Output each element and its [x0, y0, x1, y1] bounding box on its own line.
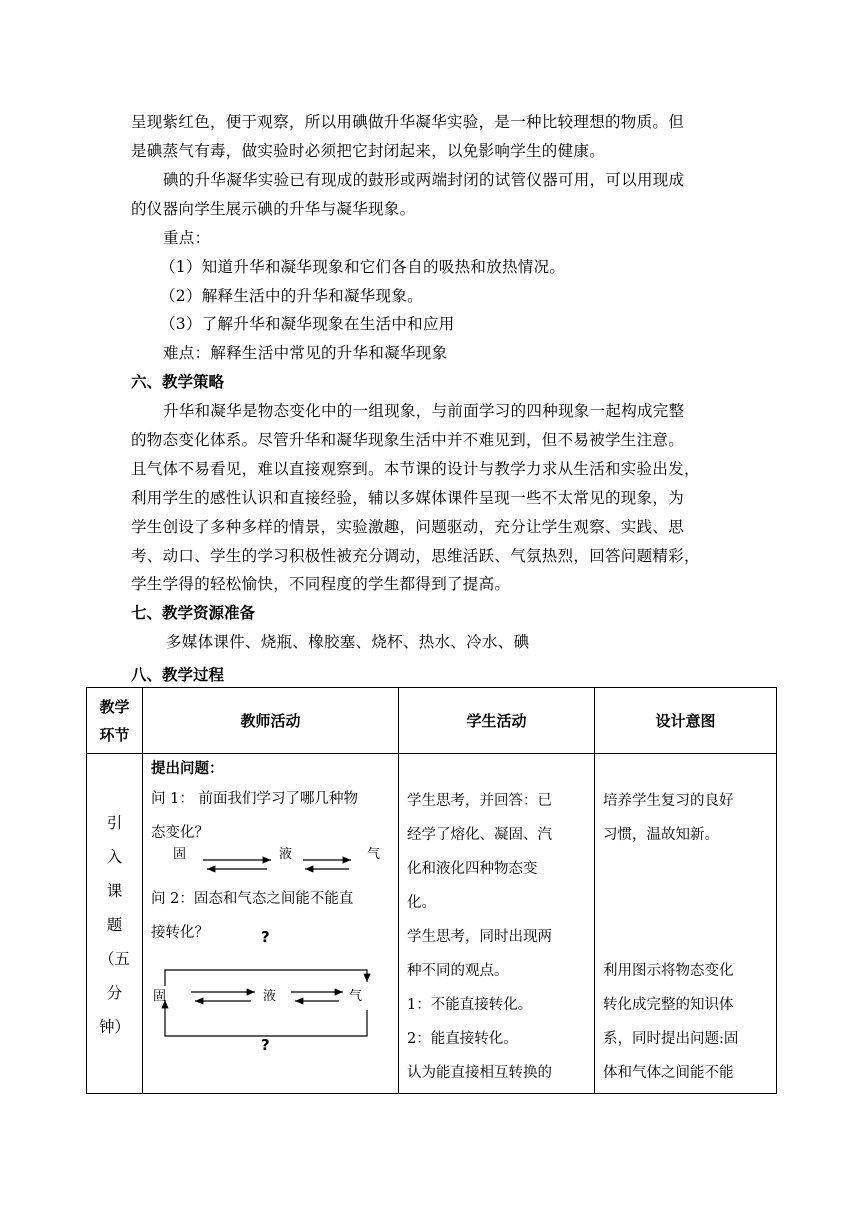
key-point: （2）解释生活中的升华和凝华现象。 — [160, 287, 423, 305]
difficulty-line: 难点：解释生活中常见的升华和凝华现象 — [163, 344, 448, 362]
key-point: （3）了解升华和凝华现象在生活中和应用 — [160, 315, 455, 333]
header-intent: 设计意图 — [595, 688, 777, 754]
state-liquid-label: 液 — [279, 847, 293, 862]
question-line: 态变化？ — [151, 825, 209, 841]
student-line: 化。 — [407, 895, 436, 911]
state-solid-label: 固 — [153, 989, 167, 1004]
stage-char: 入 — [106, 848, 123, 866]
paragraph-line: 呈现紫红色，便于观察，所以用碘做升华凝华实验，是一种比较理想的物质。但 — [131, 113, 685, 131]
teaching-process-table — [86, 687, 777, 1094]
strategy-line: 考、动口、学生的学习积极性被充分调动，思维活跃、气氛热烈，回答问题精彩， — [131, 547, 700, 565]
paragraph-line: 是碘蒸气有毒，做实验时必须把它封闭起来，以免影响学生的健康。 — [131, 142, 606, 160]
state-arrows-svg — [151, 844, 391, 884]
key-point: （1）知道升华和凝华现象和它们各自的吸热和放热情况。 — [160, 258, 566, 276]
header-stage-line: 环节 — [99, 725, 130, 744]
state-solid-label: 固 — [173, 847, 187, 862]
stage-cell — [87, 754, 143, 1094]
student-activity-cell — [399, 754, 595, 1094]
intent-line: 体和气体之间能不能 — [603, 1065, 734, 1081]
teacher-subtitle: 提出问题： — [151, 761, 224, 777]
student-line: 经学了熔化、凝固、汽 — [407, 827, 552, 843]
state-liquid-label: 液 — [263, 989, 277, 1004]
key-points-label: 重点： — [163, 229, 211, 247]
stage-char: 题 — [106, 916, 123, 934]
header-stage — [87, 688, 143, 754]
strategy-line: 学生创设了多种多样的情景，实验激趣，问题驱动，充分让学生观察、实践、思 — [131, 518, 685, 536]
strategy-line: 且气体不易看见，难以直接观察到。本节课的设计与教学力求从生活和实验出发， — [131, 460, 700, 478]
strategy-line: 升华和凝华是物态变化中的一组现象，与前面学习的四种现象一起构成完整 — [163, 402, 685, 420]
strategy-line: 利用学生的感性认识和直接经验，辅以多媒体课件呈现一些不太常见的现象，为 — [131, 489, 685, 507]
question-line: 接转化？ — [151, 925, 209, 941]
question-line: 问 2：固态和气态之间能不能直 — [151, 891, 354, 907]
header-student: 学生活动 — [399, 688, 595, 754]
stage-char: 课 — [106, 882, 123, 900]
question-mark-top: ? — [261, 928, 270, 946]
design-intent-cell — [595, 754, 777, 1094]
section-heading: 七、教学资源准备 — [131, 604, 256, 622]
strategy-line: 学生学得的轻松愉快，不同程度的学生都得到了提高。 — [131, 575, 511, 593]
question-line: 问 1： 前面我们学习了哪几种物 — [151, 791, 358, 807]
stage-char: 钟） — [98, 1018, 130, 1036]
state-gas-label: 气 — [367, 847, 381, 862]
paragraph-line: 的仪器向学生展示碘的升华与凝华现象。 — [131, 200, 416, 218]
strategy-line: 的物态变化体系。尽管升华和凝华现象生活中并不难见到，但不易被学生注意。 — [131, 431, 685, 449]
paragraph-line: 碘的升华凝华实验已有现成的鼓形或两端封闭的试管仪器可用，可以用现成 — [163, 171, 685, 189]
section-heading: 六、教学策略 — [131, 373, 225, 391]
state-diagram-simple — [151, 847, 390, 890]
teacher-activity-cell — [143, 754, 399, 1094]
intent-spacer — [603, 852, 768, 954]
header-teacher: 教师活动 — [143, 688, 399, 754]
state-gas-label: 气 — [349, 989, 363, 1004]
student-line: 化和液化四种物态变 — [407, 861, 538, 877]
top-bracket-arrow-icon — [165, 970, 367, 986]
section-heading: 八、教学过程 — [131, 666, 225, 684]
resource-list: 多媒体课件、烧瓶、橡胶塞、烧杯、热水、冷水、碘 — [166, 633, 530, 651]
intent-line: 利用图示将物态变化 — [603, 963, 734, 979]
question-mark-bottom: ? — [261, 1036, 270, 1054]
stage-char: 引 — [106, 814, 123, 832]
student-line: 种不同的观点。 — [407, 963, 509, 979]
student-line: 2：能直接转化。 — [407, 1031, 518, 1047]
intent-line: 转化成完整的知识体 — [603, 997, 734, 1013]
intent-line: 系，同时提出问题:固 — [603, 1031, 739, 1047]
table-header-row — [87, 688, 777, 754]
student-line: 认为能直接相互转换的 — [407, 1065, 552, 1081]
student-line: 1：不能直接转化。 — [407, 997, 533, 1013]
stage-char: 分 — [106, 984, 123, 1002]
header-stage-line: 教学 — [99, 697, 130, 716]
table-row — [87, 754, 777, 1094]
intent-line: 习惯，温故知新。 — [603, 827, 719, 843]
student-line: 学生思考，并回答：已 — [407, 793, 552, 809]
stage-char: （五 — [98, 950, 130, 968]
intent-line: 培养学生复习的良好 — [603, 793, 734, 809]
student-line: 学生思考，同时出现两 — [407, 929, 552, 945]
